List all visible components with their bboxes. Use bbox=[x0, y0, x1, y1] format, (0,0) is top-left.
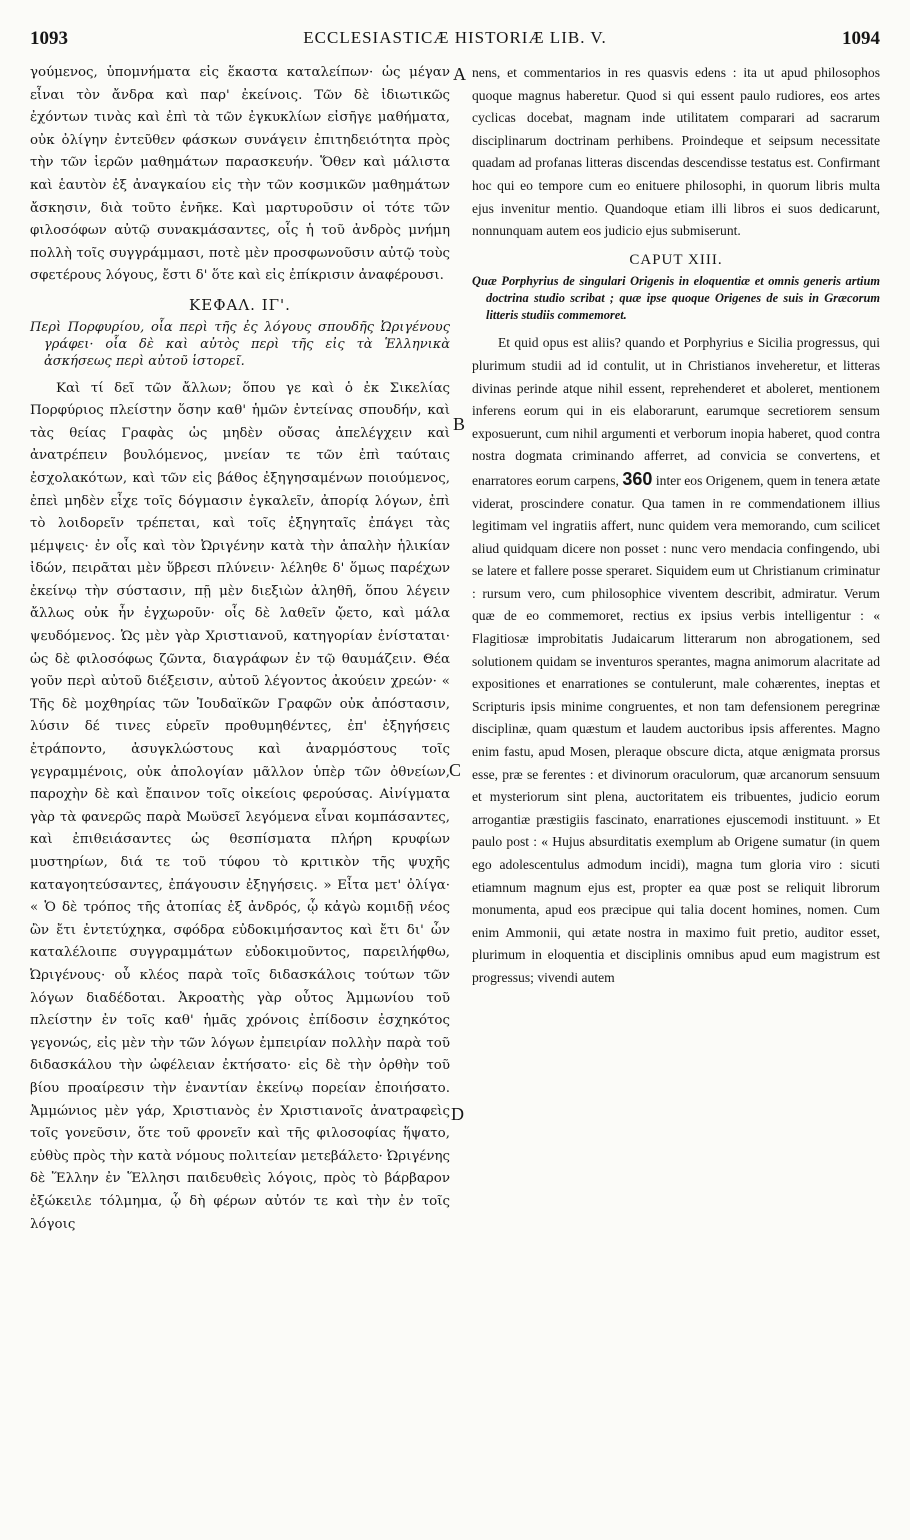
greek-intro-paragraph: γούμενος, ὑπομνήματα εἰς ἕκαστα καταλείπων· ὡς μέγαν εἶναι τὸν ἄνδρα καὶ παρ' ἐκείνοις. Τῶν δὲ ἰδιωτικῶς ἐχόντων τινὰς καὶ ἐπὶ τὰ τῶν ἐγκυκλίων εἰσῆγε μαθήματα, οὐκ ὀλίγην ἐντεῦθεν φάσκων συνάγειν ἐπιτηδειότητα πρὸς τὴν τῶν ἱερῶν μαθημάτων παρασκευήν. Ὅθεν καὶ μάλιστα καὶ ἑαυτὸν ἐξ ἀναγκαίου εἰς τὴν τῶν κοσμικῶν μαθημάτων ἄσκησιν, διὰ τοῦτο ἐνῆκε. Καὶ μαρτυροῦσιν οἱ τότε τῶν φιλοσόφων αὐτῷ συνακμάσαντες, οἷς ἡ τοῦ ἀνδρὸς μνήμη πολλὴ τοῖς συγγράμμασι, ποτὲ μὲν προσφωνοῦσιν αὐτῷ τοὺς σφετέρους λόγους, ἔστι δ' ὅτε καὶ εἰς ἐπίκρισιν ἀναφέρουσι. bbox=[30, 65, 450, 284]
page-number-right: 1094 bbox=[842, 28, 880, 49]
latin-main-text-2: inter eos Origenem, quem in tenera ætate viderat, proscindere conatur. Qua tamen in re commendationem illius legitimam vel ingratiis affert, nunc quidem vera memorando, cum scilicet aliud quidquam dicere non posset : nunc vero mendacia confingendo, ubi se latere et fallere posse speraret. Siquidem eum ut Christianum criminatur : rursum vero, cum philosophice viventem describit, admiratur. Verum quæ de eo commemoret, rectius ex ipsius verbis intelligentur : « Flagitiosæ improbitatis Judaicarum litterarum non abrogationem, sed solutionem quidam se inventuros sperantes, magna animorum alacritate ad expositiones et enarrationes se contulerunt, male cohærentes, ineptas et Scripturis ipsis minime congruentes, et non tam defensionem peregrinæ disciplinæ, quam quæstum et laudem auctoribus ipsis afferentes. Magno enim fastu, apud Mosen, pleraque obscure dicta, atque ænigmata prorsus esse, præ se ferentes : et divinorum oraculorum, quæ arcanorum sensuum et mysteriorum sint plena, auctoritatem eis tribuentes, judicio eorum arrogantiæ præstigiis fascinato, enarrationes ejuscemodi instituunt. » Et paulo post : « Hujus absurditatis exemplum ab Origene sumatur (in quem ego adolescentulus admodum incidi), magna tum gloria viro : sicuti etiamnum magnum ejus est, propter ea quæ post se reliquit librorum monumenta, apud eos præcipue qui talia docent homines, nomen. Cum enim Ammonii, qui ætate nostra in maximo fuit pretio, auditor esset, plurimum in eloquentia et disciplinis omnibus apud eum magistrum est progressus; vivendi autem bbox=[472, 472, 881, 985]
latin-chapter-summary: Quæ Porphyrius de singulari Origenis in eloquentiæ et omnis generis artium doctrina studio scribat ; quæ ipse quoque Origenes de suis in Græcorum litteris studiis commemoret. bbox=[472, 274, 880, 323]
latin-intro-paragraph: nens, et commentarios in res quasvis edens : ita ut apud philosophos quoque magnus haberetur. Quod si qui essent paulo rudiores, eos artes cyclicas docebat, magnam inde utilitatem comparari ad sacrarum disciplinarum doctrinam perhibens. Proindeque et seipsum necessitate quadam ad profanas litteras discendas descendisse testatus est. Confirmant hoc qui eo tempore cum eo enituere philosophi, in quorum libris multa ejus invenitur mentio. Quandoque etiam illi libros ei suos dedicarunt, nonnunquam autem eos judicio ejus submiserunt. bbox=[472, 65, 880, 239]
latin-main-paragraph bbox=[472, 332, 880, 989]
greek-main-paragraph: Καὶ τί δεῖ τῶν ἄλλων; ὅπου γε καὶ ὁ ἐκ Σικελίας Πορφύριος πλείστην ὅσην καθ' ἡμῶν ἐντείνας σπουδήν, καὶ τὰς θείας Γραφὰς ὡς μηδὲν οὔσας ἀπελέγχειν καὶ ἀνατρέπειν βουλόμενος, μνείαν τε τῶν ἐπὶ ταύταις ἐσχολακότων, καὶ τῶν εἰς βάθος ἐξηγησαμένων ποιούμενος, ἐπεὶ μηδὲν εἶχε τοῖς δόγμασιν ἐγκαλεῖν, ἀπορίᾳ λόγων, ἐπὶ τὸ λοιδορεῖν τρέπεται, καὶ τοῖς ἐξηγηταῖς ἐπάγει τὰς μέμψεις· ἐν οἷς καὶ τὸν Ὠριγένην κατὰ τὴν ἁπαλὴν ἡλικίαν ἰδών, πειρᾶται μὲν ὕβρεσι πλύνειν· λέληθε δ' ὅμως παρέχων ἐκείνῳ τὴν σύστασιν, πῇ μὲν διεξιὼν ἀληθῆ, ὅπου λέγειν ἄλλως οὐκ ἦν ἐγχωροῦν· οἷς δὲ λαθεῖν ᾤετο, καὶ μάλα ψευδόμενος. Ὡς μὲν γὰρ Χριστιανοῦ, κατηγορίαν ἐνίσταται· ὡς δὲ φιλοσόφως ζῶντα, διαγράφων ἐν τῷ θαυμάζειν. Θέα γοῦν περὶ αὐτοῦ διέξεισιν, αὐτοῦ λέγοντος ἀκούειν χρεών· « Τῆς δὲ μοχθηρίας τῶν Ἰουδαϊκῶν Γραφῶν οὐκ ἀπόστασιν, λύσιν δέ τινες εὑρεῖν προθυμηθέντες, ἐπ' ἐξηγήσεις ἐτράποντο, ἀσυγκλώστους καὶ ἀναρμόστους τοῖς γεγραμμένοις, οὐκ ἀπολογίαν μᾶλλον ὑπὲρ τῶν ὀθνείων, παροχὴν δὲ καὶ ἔπαινον τοῖς οἰκείοις φερούσας. Αἰνίγματα γὰρ τὰ φανερῶς παρὰ Μωϋσεῖ λεγόμενα εἶναι κομπάσαντες, καὶ ἐπιθειάσαντες ὡς θεσπίσματα πλήρη κρυφίων μυστηρίων, διά τε τοῦ τύφου τὸ κριτικὸν τῆς ψυχῆς καταγοητεύσαντες, ἐπάγουσιν ἐξηγήσεις. » Εἶτα μετ' ὀλίγα· « Ὁ δὲ τρόπος τῆς ἀτοπίας ἐξ ἀνδρός, ᾧ κἀγὼ κομιδῇ νέος ὢν ἔτι ἐντετύχηκα, σφόδρα εὐδοκιμήσαντος καὶ ἔτι δι' ὧν καταλέλοιπε συγγραμμάτων εὐδοκιμοῦντος, παρειλήφθω, Ὠριγένους· οὗ κλέος παρὰ τοῖς διδασκάλοις τούτων τῶν λόγων διαδέδοται. Ἀκροατὴς γὰρ οὗτος Ἀμμωνίου τοῦ πλείστην ἐν τοῖς καθ' ἡμᾶς χρόνοις ἐπίδοσιν ἐσχηκότος γεγονώς, εἰς μὲν τὴν τῶν λόγων ἐμπειρίαν πολλὴν παρὰ τοῦ διδασκάλου τὴν ὠφέλειαν ἐκτήσατο· εἰς δὲ τὴν ὀρθὴν τοῦ βίου προαίρεσιν τὴν ἐναντίαν ἐκείνῳ πορείαν ἐποιήσατο. Ἀμμώνιος μὲν γάρ, Χριστιανὸς ἐν Χριστιανοῖς ἀνατραφεὶς τοῖς γονεῦσιν, ὅτε τοῦ φρονεῖν καὶ τῆς φιλοσοφίας ἥψατο, εὐθὺς πρὸς τὴν κατὰ νόμους πολιτείαν μετεβάλετο· Ὠριγένης δὲ Ἕλλην ἐν Ἕλλησι παιδευθεὶς λόγοις, πρὸς τὸ βάρβαρον ἐξώκειλε τόλμημα, ᾧ δὴ φέρων αὐτόν τε καὶ τὴν ἐν τοῖς λόγοις bbox=[30, 380, 450, 1232]
page-header bbox=[30, 28, 880, 54]
margin-marker-a: A bbox=[453, 64, 466, 84]
latin-chapter-heading: CAPUT XIII. bbox=[629, 251, 723, 268]
page-stamp: 360 bbox=[622, 468, 653, 489]
greek-chapter-summary: Περὶ Πορφυρίου, οἷα περὶ τῆς ἐς λόγους σπουδῆς Ὠριγένους γράφει· οἷα δὲ καὶ αὐτὸς περὶ τῆς εἰς τὰ Ἑλληνικὰ ἀσκήσεως περὶ αὐτοῦ ἱστορεῖ. bbox=[30, 319, 450, 369]
margin-marker-c: C bbox=[449, 760, 462, 780]
page-number-left: 1093 bbox=[30, 28, 68, 49]
latin-main-text-1: Et quid opus est aliis? quando et Porphyrius e Sicilia progressus, qui plurimum studii ad id contulit, ut in Christianos inveheretur, et litteras divinas perinde atque nihil essent, reprehenderet et aboleret, mentionem inferens eorum qui in eis elaborarunt, earumque secretiorem sensum exposuerunt, cum nihil argumenti et verborum inopia haberet, quod contra nostra dogmata criminando afferret, ad convicia se convertens, et enarratores eorum carpens, bbox=[472, 335, 880, 488]
running-title: ECCLESIASTICÆ HISTORIÆ LIB. V. bbox=[303, 28, 607, 47]
margin-marker-d: D bbox=[451, 1104, 464, 1124]
greek-chapter-heading: ΚΕΦΑΛ. ΙΓ'. bbox=[189, 295, 291, 314]
greek-column bbox=[30, 62, 450, 1236]
margin-marker-b: B bbox=[453, 414, 466, 434]
latin-column bbox=[472, 62, 880, 990]
